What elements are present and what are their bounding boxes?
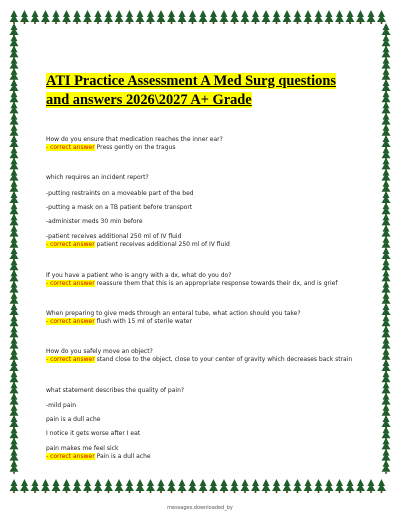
question-line: -administer meds 30 min before bbox=[46, 218, 143, 225]
question-line: -patient receives additional 250 ml of IV fluid bbox=[46, 233, 182, 240]
footer-text: messages.downloaded_by bbox=[167, 505, 233, 511]
question-line: How do you ensure that medication reaches the inner ear? bbox=[46, 136, 223, 143]
question-line: pain is a dull ache bbox=[46, 416, 101, 423]
answer-text: patient receives additional 250 ml of IV fluid bbox=[96, 241, 230, 248]
answer-text: Pain is a dull ache bbox=[96, 453, 151, 460]
question-line: -putting restraints on a moveable part of the bed bbox=[46, 190, 194, 197]
question-line: If you have a patient who is angry with a dx, what do you do? bbox=[46, 272, 232, 279]
answer-text: Press gently on the tragus bbox=[96, 144, 176, 151]
answer-line bbox=[46, 453, 358, 461]
correct-answer-label: - correct answer bbox=[46, 318, 95, 325]
answer-line bbox=[46, 280, 358, 288]
answer-text: reassure them that this is an appropriate response towards their dx, and is grief bbox=[96, 280, 338, 287]
question-line: When preparing to give meds through an enteral tube, what action should you take? bbox=[46, 310, 301, 317]
question-line: pain makes me feel sick bbox=[46, 445, 119, 452]
document-content bbox=[46, 72, 358, 461]
answer-line bbox=[46, 356, 358, 364]
qa-list bbox=[46, 136, 358, 461]
question-line: which requires an incident report? bbox=[46, 174, 149, 181]
document-title: ATI Practice Assessment A Med Surg questions and answers 2026\2027 A+ Grade bbox=[46, 73, 336, 108]
question-line: I notice it gets worse after I eat bbox=[46, 430, 141, 437]
correct-answer-label: - correct answer bbox=[46, 280, 95, 287]
question-line: How do you safely move an object? bbox=[46, 348, 153, 355]
correct-answer-label: - correct answer bbox=[46, 241, 95, 248]
answer-text: stand close to the object, close to your center of gravity which decreases back strain bbox=[96, 356, 353, 363]
correct-answer-label: - correct answer bbox=[46, 453, 95, 460]
answer-text: flush with 15 ml of sterile water bbox=[96, 318, 192, 325]
question-line: -mild pain bbox=[46, 402, 77, 409]
answer-line bbox=[46, 318, 358, 326]
question-line: what statement describes the quality of pain? bbox=[46, 387, 185, 394]
answer-line bbox=[46, 144, 358, 152]
answer-line bbox=[46, 241, 358, 249]
correct-answer-label: - correct answer bbox=[46, 356, 95, 363]
correct-answer-label: - correct answer bbox=[46, 144, 95, 151]
question-line: -putting a mask on a TB patient before transport bbox=[46, 204, 193, 211]
